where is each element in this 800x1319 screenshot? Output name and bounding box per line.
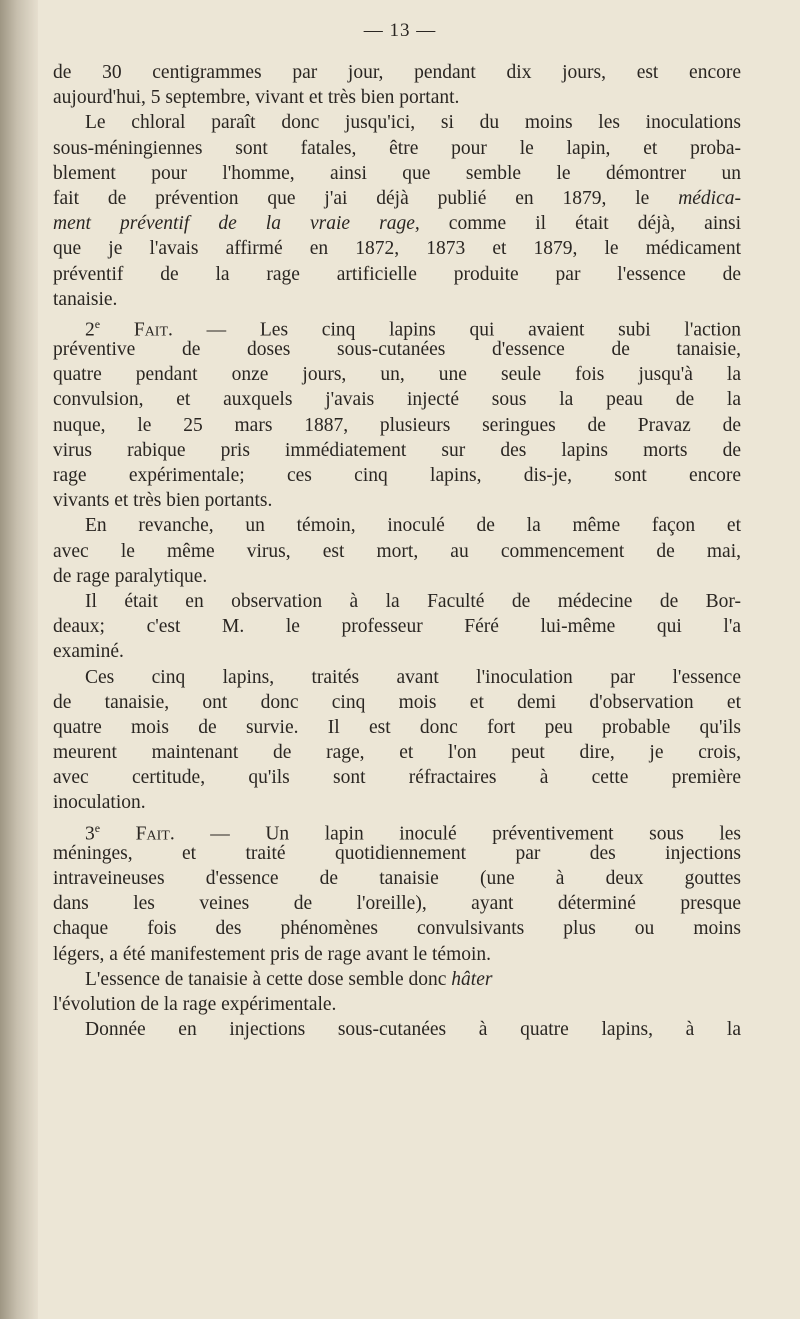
text-segment: hâter [451,968,493,990]
text-line: rage expérimentale; ces cinq lapins, dis-je, sont encore [53,465,741,486]
text-line: meurent maintenant de rage, et l'on peut dire, je crois, [53,742,741,764]
text-line: quatre mois de survie. Il est donc fort peu probable qu'ils [53,716,741,738]
text-line [53,186,741,211]
text-segment: comme il était déjà, ainsi [419,213,741,235]
text-segment: 2 [85,319,95,341]
text-line: que je l'avais affirmé en 1872, 1873 et 1879, le médicament [53,238,741,260]
text-line: aujourd'hui, 5 septembre, vivant et très bien portant. [53,87,460,109]
text-line: intraveineuses d'essence de tanaisie (une à deux gouttes [53,868,741,889]
text-line: légers, a été manifestement pris de rage avant le témoin. [53,943,492,965]
text-segment: Fait [135,823,170,845]
text-segment: 3 [85,823,95,845]
text-segment: e [94,316,101,331]
text-line: nuque, le 25 mars 1887, plusieurs seringues de Pravaz de [53,414,741,436]
text-line: de tanaisie, ont donc cinq mois et demi d'observation et [53,691,741,713]
text-line: vivants et très bien portants. [53,490,273,512]
text-line: Il était en observation à la Faculté de médecine de Bor- [85,590,741,612]
text-line: préventif de la rage artificielle produite par l'essence de [53,263,741,285]
text-line: blement pour l'homme, ainsi que semble le démontrer un [53,162,741,184]
text-line: avec certitude, qu'ils sont réfractaires à cette première [53,767,741,789]
text-segment: médica- [678,187,741,209]
text-segment: L'essence de tanaisie à cette dose semble donc [85,968,452,990]
text-line: chaque fois des phénomènes convulsivants plus ou moins [53,918,741,940]
text-line [53,967,741,992]
text-segment: Fait [133,319,169,341]
body-text [53,60,741,1042]
text-line [53,816,742,845]
text-segment: . — Les cinq lapins qui avaient subi l'action [168,319,742,341]
text-line: inoculation. [53,792,146,814]
text-line: avec le même virus, est mort, au commencement de mai, [53,540,741,562]
text-line [53,312,742,341]
text-line: Ces cinq lapins, traités avant l'inoculation par l'essence [85,666,741,688]
text-line: dans les veines de l'oreille), ayant déterminé presque [53,893,741,915]
text-line: quatre pendant onze jours, un, une seule fois jusqu'à la [53,364,741,386]
text-line: Donnée en injections sous-cutanées à quatre lapins, à la [85,1019,741,1041]
text-line: virus rabique pris immédiatement sur des lapins morts de [53,439,741,461]
text-segment: . — Un lapin inoculé préventivement sous les [169,823,742,845]
text-line: préventive de doses sous-cutanées d'essence de tanaisie, [53,339,741,361]
text-line [53,211,741,236]
text-line: de 30 centigrammes par jour, pendant dix jours, est encore [53,62,741,83]
page-number: — 13 — [363,20,437,41]
text-line: l'évolution de la rage expérimentale. [53,993,337,1015]
text-line: Le chloral paraît donc jusqu'ici, si du moins les inoculations [85,112,741,134]
text-line: méninges, et traité quotidiennement par des injections [53,842,741,864]
text-line: de rage paralytique. [53,565,208,587]
text-line: En revanche, un témoin, inoculé de la même façon et [85,515,741,537]
text-line: sous-méningiennes sont fatales, être pour le lapin, et proba- [53,137,741,159]
text-line: tanaisie. [53,288,118,310]
text-segment: e [94,820,101,835]
text-segment: ment préventif de la vraie rage, [53,213,420,235]
text-line: convulsion, et auxquels j'avais injecté sous la peau de la [53,389,741,411]
text-segment: fait de prévention que j'ai déjà publié en 1879, le [53,187,679,209]
text-line: deaux; c'est M. le professeur Féré lui-même qui l'a [53,616,741,638]
text-line: examiné. [53,641,124,663]
